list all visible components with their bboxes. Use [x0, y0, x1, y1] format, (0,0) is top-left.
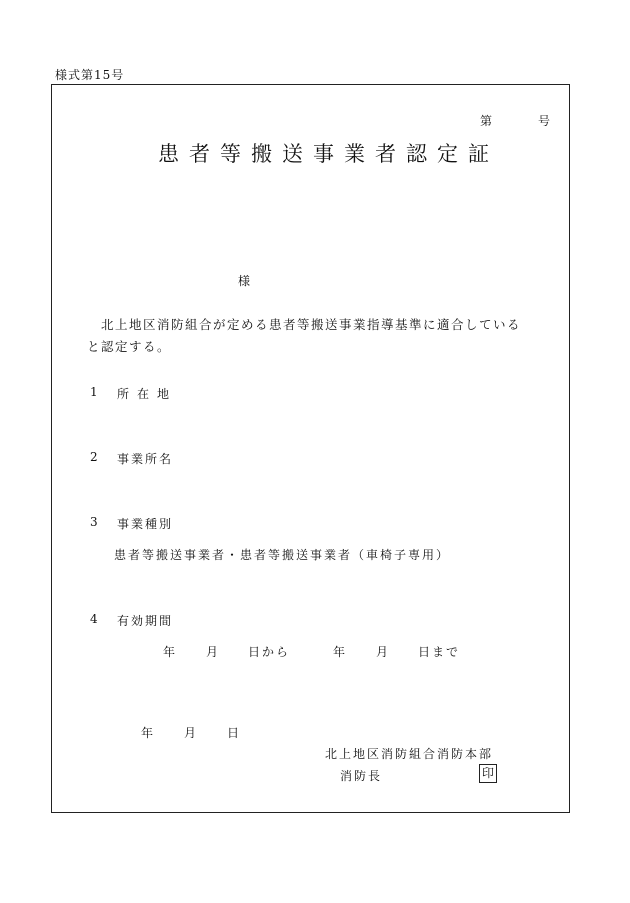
validity-to-day: 日まで	[418, 645, 461, 659]
validity-from-month: 月	[206, 645, 221, 659]
item-3-number: 3	[90, 515, 98, 529]
statement-text: 北上地区消防組合が定める患者等搬送事業指導基準に適合していると認定する。	[87, 317, 522, 354]
business-type-value: 患者等搬送事業者・患者等搬送事業者（車椅子専用）	[114, 548, 451, 562]
item-4-label: 有効期間	[117, 614, 174, 628]
form-number: 様式第15号	[55, 68, 125, 82]
certificate-number-suffix: 号	[538, 114, 551, 128]
item-3-label: 事業種別	[117, 517, 174, 531]
certificate-title: 患者等搬送事業者認定証	[158, 142, 499, 166]
validity-from-year: 年	[163, 645, 178, 659]
validity-to-month: 月	[376, 645, 391, 659]
seal-box: 印	[479, 764, 497, 783]
certificate-frame	[51, 84, 570, 813]
issue-day: 日	[227, 726, 240, 740]
item-1-number: 1	[90, 385, 98, 399]
certification-statement	[87, 314, 532, 358]
addressee-suffix: 様	[238, 274, 251, 288]
item-2-number: 2	[90, 450, 98, 464]
item-4-number: 4	[90, 612, 98, 626]
issue-year: 年	[141, 726, 154, 740]
certificate-number-prefix: 第	[480, 114, 493, 128]
validity-to-year: 年	[333, 645, 348, 659]
item-2-label: 事業所名	[117, 452, 174, 466]
issue-month: 月	[184, 726, 197, 740]
validity-from-day: 日から	[248, 645, 291, 659]
issuer-name: 北上地区消防組合消防本部	[325, 747, 494, 761]
chief-title: 消防長	[340, 769, 383, 783]
item-1-label: 所在地	[117, 387, 178, 401]
